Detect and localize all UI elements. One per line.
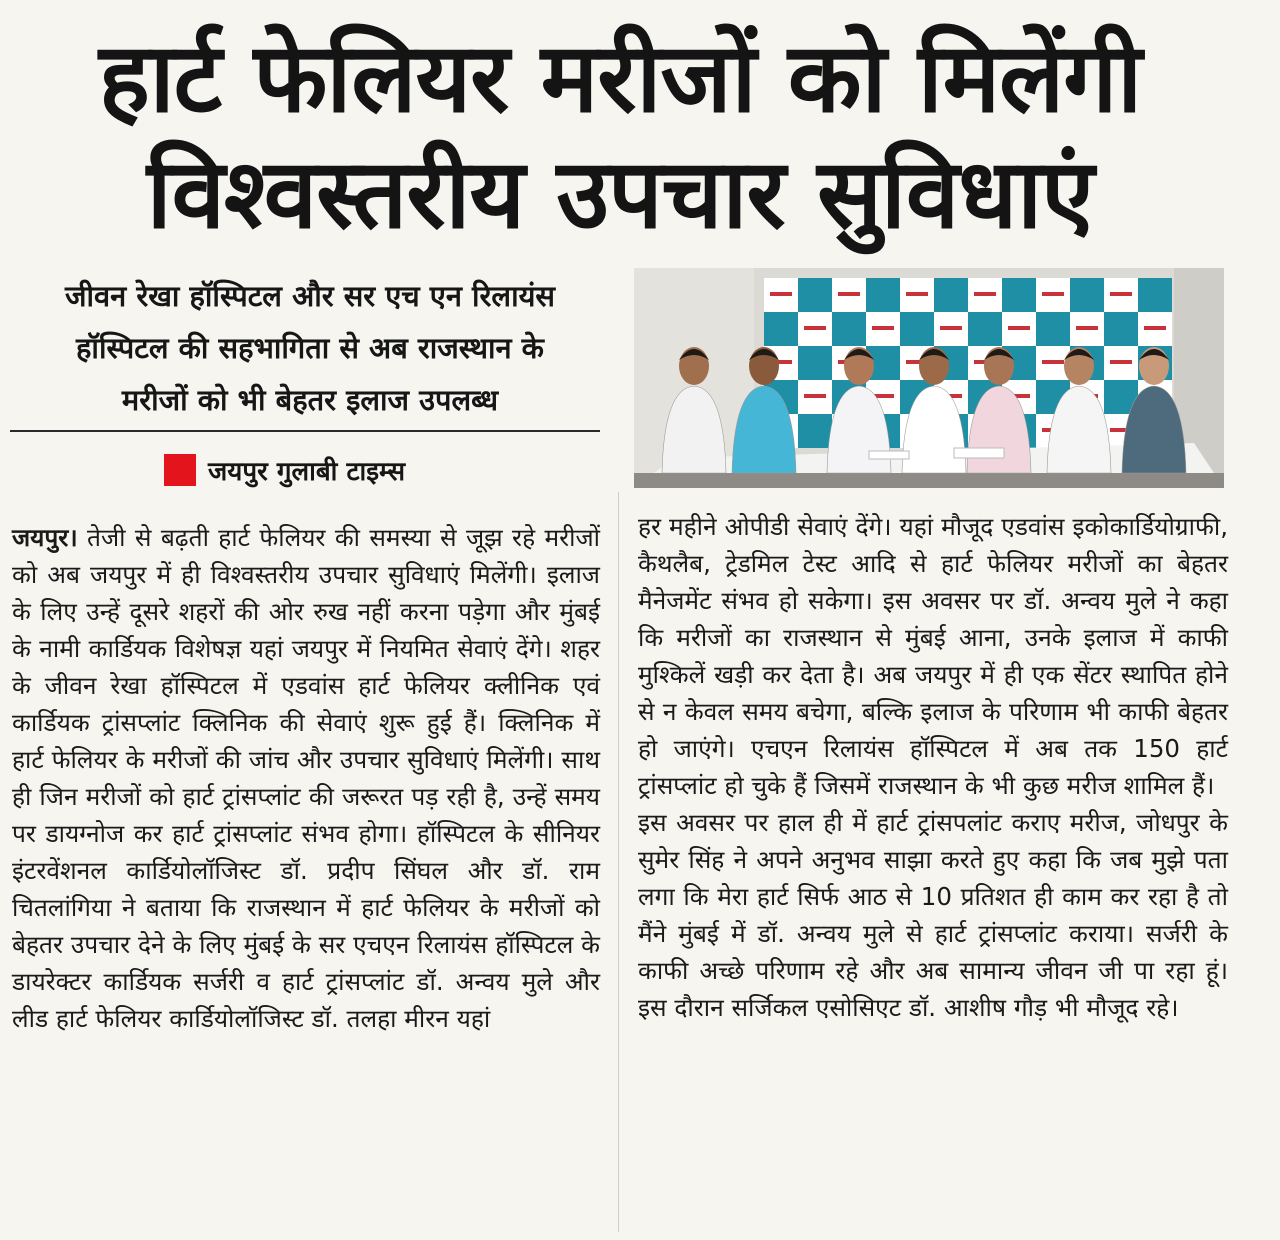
article-column-right [638, 508, 1228, 1026]
backdrop-tile [798, 346, 832, 380]
byline [164, 452, 405, 488]
column-divider [618, 492, 619, 1232]
backdrop-logo [804, 326, 826, 330]
subheadline-divider [10, 430, 600, 432]
subheadline [10, 270, 610, 426]
backdrop-tile [764, 312, 798, 346]
backdrop-logo [906, 292, 928, 296]
backdrop-tile [1070, 278, 1104, 312]
backdrop-logo [1008, 326, 1030, 330]
branded-backdrop [764, 278, 1172, 448]
backdrop-logo [974, 292, 996, 296]
article-paragraph-1: हर महीने ओपीडी सेवाएं देंगे। यहां मौजूद एडवांस इकोकार्डियोग्राफी, कैथलैब, ट्रेडमिल टेस्ट आदि से हार्ट फेलियर मरीजों का बेहतर मैनेजमेंट संभव हो सकेगा। इस अवसर पर डॉ. अन्वय मुले ने कहा कि मरीजों का राजस्थान से मुंबई आना, उनके इलाज में काफी मुश्किलें खड़ी कर देता है। अब जयपुर में ही एक सेंटर स्थापित होने से न केवल समय बचेगा, बल्कि इलाज के परिणाम भी काफी बेहतर हो जाएंगे। एचएन रिलायंस हॉस्पिटल में अब तक 150 हार्ट ट्रांसप्लांट हो चुके हैं जिसमें राजस्थान के भी कुछ मरीज शामिल हैं। [638, 512, 1228, 800]
backdrop-tile [934, 278, 968, 312]
backdrop-logo [940, 326, 962, 330]
backdrop-logo [1110, 360, 1132, 364]
subheadline-line-1: जीवन रेखा हॉस्पिटल और सर एच एन रिलायंस [64, 279, 555, 313]
backdrop-logo [1042, 360, 1064, 364]
backdrop-logo [838, 292, 860, 296]
headline-line-2: विश्वस्तरीय उपचार सुविधाएं [146, 138, 1094, 250]
backdrop-tile [866, 278, 900, 312]
article-body-left: तेजी से बढ़ती हार्ट फेलियर की समस्या से जूझ रहे मरीजों को अब जयपुर में ही विश्वस्तरीय उपचार सुविधाएं मिलेंगी। इलाज के लिए उन्हें दूसरे शहरों की ओर रुख नहीं करना पड़ेगा और मुंबई के नामी कार्डियक विशेषज्ञ यहां जयपुर में नियमित सेवाएं देंगे। शहर के जीवन रेखा हॉस्पिटल में एडवांस हार्ट फेलियर क्लीनिक एवं कार्डियक ट्रांसप्लांट क्लिनिक की सेवाएं शुरू हुई हैं। क्लिनिक में हार्ट फेलियर के मरीजों की जांच और उपचार सुविधाएं मिलेंगी। साथ ही जिन मरीजों को हार्ट ट्रांसप्लांट की जरूरत पड़ रही है, उन्हें समय पर डायग्नोज कर हार्ट ट्रांसप्लांट संभव होगा। हॉस्पिटल के सीनियर इंटरवेंशनल कार्डियोलॉजिस्ट डॉ. प्रदीप सिंघल और डॉ. राम चितलांगिया ने बताया कि राजस्थान में हार्ट फेलियर के मरीजों को बेहतर उपचार देने के लिए मुंबई के सर एचएन रिलायंस हॉस्पिटल के डायरेक्टर कार्डियक सर्जरी व हार्ट ट्रांसप्लांट डॉ. अन्वय मुले और लीड हार्ट फेलियर कार्डियोलॉजिस्ट डॉ. तलहा मीरन यहां [12, 523, 600, 1033]
backdrop-logo [770, 292, 792, 296]
backdrop-logo [804, 394, 826, 398]
backdrop-tile [832, 312, 866, 346]
headline-line-1: हार्ट फेलियर मरीजों को मिलेंगी [98, 22, 1142, 134]
headline [0, 0, 1240, 252]
backdrop-tile [968, 312, 1002, 346]
backdrop-logo [1076, 326, 1098, 330]
backdrop-tile [900, 312, 934, 346]
backdrop-logo [1144, 326, 1166, 330]
backdrop-tile [1104, 312, 1138, 346]
backdrop-logo [872, 326, 894, 330]
backdrop-tile [1036, 312, 1070, 346]
group-photo-illustration [634, 268, 1224, 488]
red-square-icon [164, 454, 196, 486]
backdrop-logo [1042, 292, 1064, 296]
backdrop-tile [1002, 278, 1036, 312]
backdrop-logo [1110, 292, 1132, 296]
backdrop-tile [798, 278, 832, 312]
subheadline-line-3: मरीजों को भी बेहतर इलाज उपलब्ध [121, 383, 499, 417]
dateline: जयपुर। [12, 523, 78, 552]
backdrop-tile [798, 414, 832, 448]
byline-source: जयपुर गुलाबी टाइम्स [208, 457, 406, 487]
article-paragraph-2: इस अवसर पर हाल ही में हार्ट ट्रांसपलांट कराए मरीज, जोधपुर के सुमेर सिंह ने अपने अनुभव साझा करते हुए कहा कि जब मुझे पता लगा कि मेरा हार्ट सिर्फ आठ से 10 प्रतिशत ही काम कर रहा है तो मैंने मुंबई में डॉ. अन्वय मुले से हार्ट ट्रांसप्लांट कराया। सर्जरी के काफी अच्छे परिणाम रहे और अब सामान्य जीवन जी पा रहा हूं। इस दौरान सर्जिकल एसोसिएट डॉ. आशीष गौड़ भी मौजूद रहे। [638, 808, 1228, 1022]
subheadline-line-2: हॉस्पिटल की सहभागिता से अब राजस्थान के [76, 331, 544, 365]
backdrop-tile [1138, 278, 1172, 312]
article-column-left [12, 519, 600, 1037]
news-photo [634, 268, 1224, 488]
